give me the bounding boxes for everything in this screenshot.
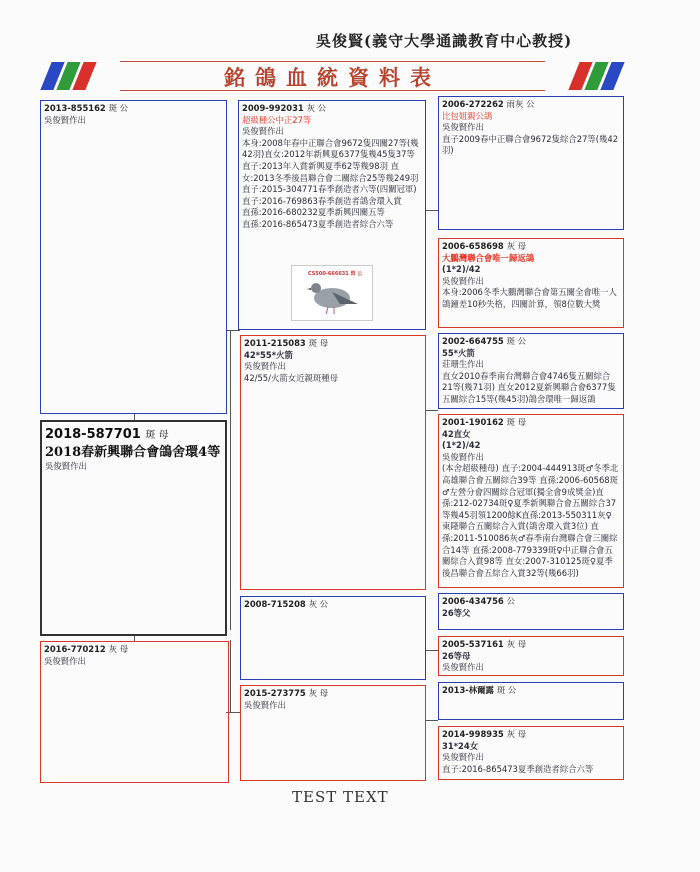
connector <box>226 330 240 331</box>
connector <box>426 720 438 721</box>
dam-breeder: 吳俊賢作出 <box>44 655 86 666</box>
ss-line: 直孫:2016-680232夏季新興四關五等 <box>242 207 385 218</box>
grandsire-dam-box <box>240 335 426 590</box>
granddam-dam-box <box>240 685 426 781</box>
sdd-subtitle2: (1*2)/42 <box>442 440 481 451</box>
great-sdd-box <box>438 414 624 588</box>
sds-subtitle: 55*火箭 <box>442 347 475 358</box>
ds-sex: 灰 公 <box>308 599 329 609</box>
ss-id: 2009-992031 <box>242 103 304 113</box>
connector <box>426 210 438 211</box>
connector <box>426 410 438 411</box>
sds-id: 2002-664755 <box>442 336 504 346</box>
dam-sex: 灰 母 <box>108 644 129 654</box>
dd-line: 吳俊賢作出 <box>244 699 286 710</box>
sds-line: 直女2010春季南台灣聯合會4746隻五關綜合21等(幾71羽) 直女2012夏新興聯合會6377隻五關綜合15等(幾45羽)鴿舍環唯一歸返鴿 <box>442 370 616 404</box>
great-ddd-box <box>438 726 624 780</box>
great-ssd-box <box>438 238 624 328</box>
ssd-id: 2006-658698 <box>442 241 504 251</box>
sd-id: 2011-215083 <box>244 338 306 348</box>
ss-line: 本身:2008年春中正聯合會9672隻四關27等(幾42羽)直女:2012年新興夏6377隻幾45隻37等 直子:2013年入賞新興夏季62等幾98羽 直女:2013冬季後昌聯合會二關綜合25等幾249羽 <box>242 137 419 183</box>
sire-sex: 斑 公 <box>108 103 129 113</box>
ss-line: 直孫:2016-865473夏季創造者綜合六等 <box>242 218 394 229</box>
dd-sex: 灰 母 <box>308 688 329 698</box>
sd-subtitle: 42*55*火箭 <box>244 349 293 360</box>
sd-line: 吳俊賢作出 <box>244 361 286 372</box>
sdd-subtitle: 42直女 <box>442 428 471 439</box>
title-banner <box>40 58 625 94</box>
subject-sex: 斑 母 <box>145 430 169 441</box>
subject-breeder: 吳俊賢作出 <box>45 461 87 471</box>
subject-id: 2018-587701 <box>45 427 141 442</box>
sss-sex: 雨灰 公 <box>506 99 535 109</box>
dsd-sex: 灰 母 <box>506 639 527 649</box>
great-dsd-box <box>438 636 624 676</box>
dam-id: 2016-770212 <box>44 644 106 654</box>
ssd-subtitle: (1*2)/42 <box>442 264 481 275</box>
footer-text: TEST TEXT <box>292 788 389 806</box>
ddd-line: 吳俊賢作出 <box>442 752 484 763</box>
sire-box <box>40 100 227 414</box>
sd-sex: 斑 母 <box>308 338 329 348</box>
dss-subtitle: 26等父 <box>442 607 471 618</box>
ss-sex: 灰 公 <box>306 103 327 113</box>
great-dds-box <box>438 682 624 720</box>
ssd-line: 本身:2006冬季大鵬灣聯合會第五關全會唯一人鴿鐘差10秒失格，四關計算，領8位數大獎 <box>442 287 617 309</box>
sdd-line: (本舍超級種母) 直子:2004-444913斑♂冬季北高雄聯合會五關綜合39等 直孫:2006-60568斑♂左營分會四關綜合冠軍(獨全會9成獎金)直孫:212-02734斑♀夏季新興聯合會五關綜合37等幾45羽領1200餘K直孫:2013-550311灰♀東隆聯合五關綜合入賞(鴿舍環入賞3位) 直孫:2011-510086灰♂春季南台灣聯合會三關綜合14等 直孫:2008-779339斑♀中正聯合會五關綜合入賞98等 直女:2007-310125斑♀夏季後昌聯合會五綜合入賞32等(幾66羽) <box>442 463 619 578</box>
page-title: 銘鴿血統資料表 <box>224 65 441 90</box>
sss-line: 直子2009春中正聯合會9672隻綜合27等(幾42羽) <box>442 133 619 156</box>
great-sds-box <box>438 333 624 409</box>
great-sss-box <box>438 96 624 230</box>
ss-line: 直子:2016-769863春季創造者鴿舍環入賞 <box>242 195 402 206</box>
ddd-subtitle: 31*24女 <box>442 740 479 751</box>
ssd-highlight: 大鵬灣聯合會唯一歸返鴿 <box>442 252 535 263</box>
dds-id: 2013-林爾露 <box>442 685 494 695</box>
sd-line: 42/55/火箭女近親斑種母 <box>244 372 338 383</box>
sire-breeder: 吳俊賢作出 <box>44 114 86 125</box>
sss-highlight: 比包姐親公鴿 <box>442 110 493 121</box>
sire-id: 2013-855162 <box>44 103 106 113</box>
sdd-line: 吳俊賢作出 <box>442 451 484 462</box>
granddam-sire-box <box>240 596 426 680</box>
connector <box>426 650 438 651</box>
subject-box <box>40 420 227 636</box>
dds-sex: 斑 公 <box>496 685 517 695</box>
dss-id: 2006-434756 <box>442 596 504 606</box>
photo-tag: CS500-666631 斑 公 <box>308 271 363 277</box>
ssd-sex: 灰 母 <box>506 241 527 251</box>
connector <box>230 640 231 712</box>
ddd-id: 2014-998935 <box>442 729 504 739</box>
dam-box <box>40 641 229 783</box>
sds-line: 莊珊生作出 <box>442 359 484 370</box>
dd-id: 2015-273775 <box>244 688 306 698</box>
sdd-id: 2001-190162 <box>442 417 504 427</box>
ss-line: 直子:2015-304771春季創造者六等(四關冠軍) <box>242 184 417 195</box>
ssd-line: 吳俊賢作出 <box>442 275 484 286</box>
ddd-sex: 灰 母 <box>506 729 527 739</box>
ss-highlight: 超級種公中正27等 <box>242 114 312 125</box>
sds-sex: 斑 公 <box>506 336 527 346</box>
dsd-subtitle: 26等母 <box>442 650 471 661</box>
sss-id: 2006-272262 <box>442 99 504 109</box>
grandsire-sire-box <box>238 100 426 330</box>
connector <box>230 330 231 630</box>
ddd-line: 直子:2016-865473夏季創造者綜合六等 <box>442 763 594 774</box>
ds-id: 2008-715208 <box>244 599 306 609</box>
pigeon-photo <box>291 265 373 321</box>
author-line: 吳俊賢(義守大學通識教育中心教授) <box>316 32 573 50</box>
great-dss-box <box>438 593 624 630</box>
dsd-line: 吳俊賢作出 <box>442 662 484 673</box>
sss-line: 吳俊賢作出 <box>442 122 484 133</box>
dsd-id: 2005-537161 <box>442 639 504 649</box>
dss-sex: 公 <box>506 596 516 606</box>
sdd-sex: 斑 母 <box>506 417 527 427</box>
subject-achievement: 2018春新興聯合會鴿舍環4等 <box>45 445 221 460</box>
ss-line: 吳俊賢作出 <box>242 126 284 137</box>
